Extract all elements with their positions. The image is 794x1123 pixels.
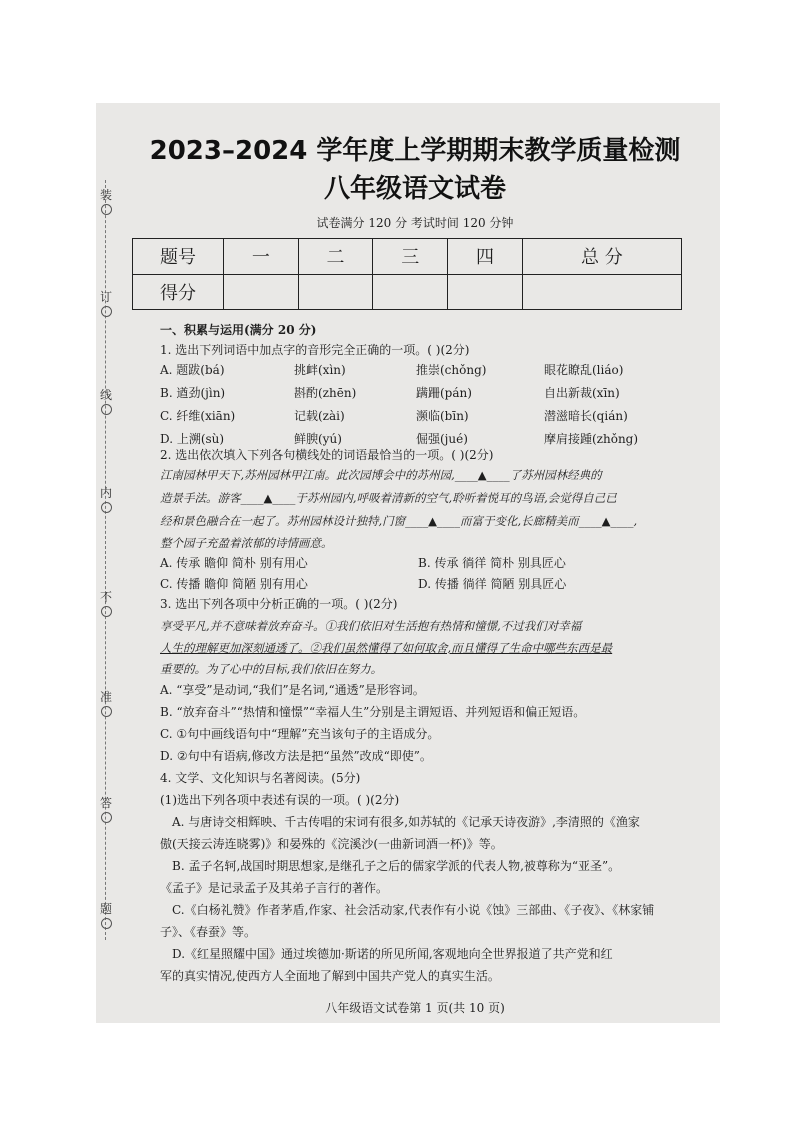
q1-option-c3: 濒临(bīn)	[416, 409, 469, 423]
passage-line: 人生的理解更加深刻通透了。②我们虽然懂得了如何取舍,而且懂得了生命中哪些东西是最	[160, 641, 613, 655]
score-entry-cell[interactable]	[298, 274, 373, 310]
passage-line: 经和景色融合在一起了。苏州园林设计独特,门窗____▲____而富于变化,长廊精美而____▲____,	[160, 514, 638, 528]
q1-option-d2: 鲜腴(yú)	[294, 432, 342, 446]
question-substem: (1)选出下列各项中表述有误的一项。( )(2分)	[160, 793, 400, 807]
score-table-cell: 题号	[133, 239, 224, 275]
binding-circle-icon	[101, 918, 112, 929]
q3-option-d: D. ②句中有语病,修改方法是把“虽然”改成“即使”。	[160, 749, 432, 763]
passage-line: 造景手法。游客____▲____于苏州园内,呼吸着清新的空气,聆听着悦耳的鸟语,会觉得自己已	[160, 491, 617, 505]
passage-line: 整个园子充盈着浓郁的诗情画意。	[160, 536, 333, 550]
score-table-cell: 三	[373, 239, 448, 275]
q1-option-a2: 挑衅(xìn)	[294, 363, 346, 377]
question-stem: 2. 选出依次填入下列各句横线处的词语最恰当的一项。( )(2分)	[160, 448, 494, 462]
q4-option-line: 《孟子》是记录孟子及其弟子言行的著作。	[160, 881, 389, 895]
q4-option-line: 傲(天接云涛连晓雾)》和晏殊的《浣溪沙(一曲新词酒一杯)》等。	[160, 837, 503, 851]
binding-circle-icon	[101, 812, 112, 823]
q1-option-a1: A. 题跋(bá)	[160, 363, 225, 377]
binding-char: 订	[100, 290, 113, 304]
passage-line: 享受平凡,并不意味着放弃奋斗。①我们依旧对生活抱有热情和憧憬,不过我们对幸福	[160, 619, 582, 633]
passage-line: 重要的。为了心中的目标,我们依旧在努力。	[160, 662, 383, 676]
binding-circle-icon	[101, 404, 112, 415]
q1-option-b1: B. 遒劲(jìn)	[160, 386, 226, 400]
q1-option-c1: C. 纤维(xiān)	[160, 409, 236, 423]
question-stem: 3. 选出下列各项中分析正确的一项。( )(2分)	[160, 597, 398, 611]
q1-option-b4: 自出新裁(xīn)	[544, 386, 620, 400]
q2-option-c: C. 传播 瞻仰 简陋 别有用心	[160, 577, 308, 591]
score-entry-cell[interactable]	[448, 274, 523, 310]
binding-char: 准	[100, 690, 113, 704]
score-entry-cell[interactable]	[224, 274, 299, 310]
score-entry-cell[interactable]	[522, 274, 681, 310]
binding-char: 装	[100, 188, 113, 202]
section-heading: 一、积累与运用(满分 20 分)	[160, 323, 317, 337]
q1-option-d4: 摩肩接踵(zhǒng)	[544, 432, 639, 446]
q4-option-line: D.《红星照耀中国》通过埃德加·斯诺的所见所闻,客观地向全世界报道了共产党和红	[172, 947, 613, 961]
q3-option-c: C. ①句中画线语句中“理解”充当该句子的主语成分。	[160, 727, 440, 741]
q1-option-c4: 潜滋暗长(qián)	[544, 409, 628, 423]
question-stem: 1. 选出下列词语中加点字的音形完全正确的一项。( )(2分)	[160, 343, 470, 357]
q1-option-a3: 推崇(chǒng)	[416, 363, 487, 377]
score-entry-cell[interactable]	[373, 274, 448, 310]
q4-option-line: C.《白杨礼赞》作者茅盾,作家、社会活动家,代表作有小说《蚀》三部曲、《子夜》、《林家铺	[172, 903, 655, 917]
binding-char: 题	[100, 902, 113, 916]
q1-option-c2: 记载(zài)	[294, 409, 345, 423]
score-table-score-row	[133, 274, 682, 310]
binding-circle-icon	[101, 306, 112, 317]
q4-option-line: 子》、《春蚕》等。	[160, 925, 257, 939]
binding-circle-icon	[101, 204, 112, 215]
q4-option-line: B. 孟子名轲,战国时期思想家,是继孔子之后的儒家学派的代表人物,被尊称为“亚圣”。	[172, 859, 621, 873]
page-footer: 八年级语文试卷第 1 页(共 10 页)	[325, 1001, 505, 1015]
exam-subtitle: 八年级语文试卷	[323, 174, 506, 204]
score-table-cell: 二	[298, 239, 373, 275]
q1-option-d1: D. 上溯(sù)	[160, 432, 225, 446]
q3-option-b: B. “放弃奋斗”“热情和憧憬”“幸福人生”分别是主谓短语、并列短语和偏正短语。	[160, 705, 586, 719]
q2-option-b: B. 传承 徜徉 简朴 别具匠心	[418, 556, 566, 570]
q1-option-b3: 蹒跚(pán)	[416, 386, 472, 400]
score-table	[132, 238, 682, 310]
score-table-cell: 一	[224, 239, 299, 275]
binding-char: 内	[100, 486, 113, 500]
score-table-cell: 总 分	[522, 239, 681, 275]
passage-line: 江南园林甲天下,苏州园林甲江南。此次园博会中的苏州园,____▲____了苏州园林经典的	[160, 468, 602, 482]
binding-strip	[100, 180, 114, 940]
q2-option-d: D. 传播 徜徉 简陋 别具匠心	[418, 577, 567, 591]
exam-meta: 试卷满分 120 分 考试时间 120 分钟	[316, 216, 514, 230]
q4-option-line: A. 与唐诗交相辉映、千古传唱的宋词有很多,如苏轼的《记承天诗夜游》,李清照的《渔家	[172, 815, 640, 829]
score-table-cell: 得分	[133, 274, 224, 310]
score-table-cell: 四	[448, 239, 523, 275]
q1-option-a4: 眼花瞭乱(liáo)	[544, 363, 624, 377]
binding-circle-icon	[101, 706, 112, 717]
exam-title: 2023–2024 学年度上学期期末教学质量检测	[149, 136, 681, 166]
binding-char: 线	[100, 388, 113, 402]
q1-option-d3: 倔强(jué)	[416, 432, 468, 446]
question-stem: 4. 文学、文化知识与名著阅读。(5分)	[160, 771, 361, 785]
q4-option-line: 军的真实情况,使西方人全面地了解到中国共产党人的真实生活。	[160, 969, 500, 983]
q3-option-a: A. “享受”是动词,“我们”是名词,“通透”是形容词。	[160, 683, 425, 697]
binding-char: 不	[100, 590, 113, 604]
q2-option-a: A. 传承 瞻仰 简朴 别有用心	[160, 556, 308, 570]
q1-option-b2: 斟酌(zhēn)	[294, 386, 357, 400]
binding-circle-icon	[101, 502, 112, 513]
score-table-header-row	[133, 239, 682, 275]
binding-circle-icon	[101, 606, 112, 617]
binding-char: 答	[100, 796, 113, 810]
